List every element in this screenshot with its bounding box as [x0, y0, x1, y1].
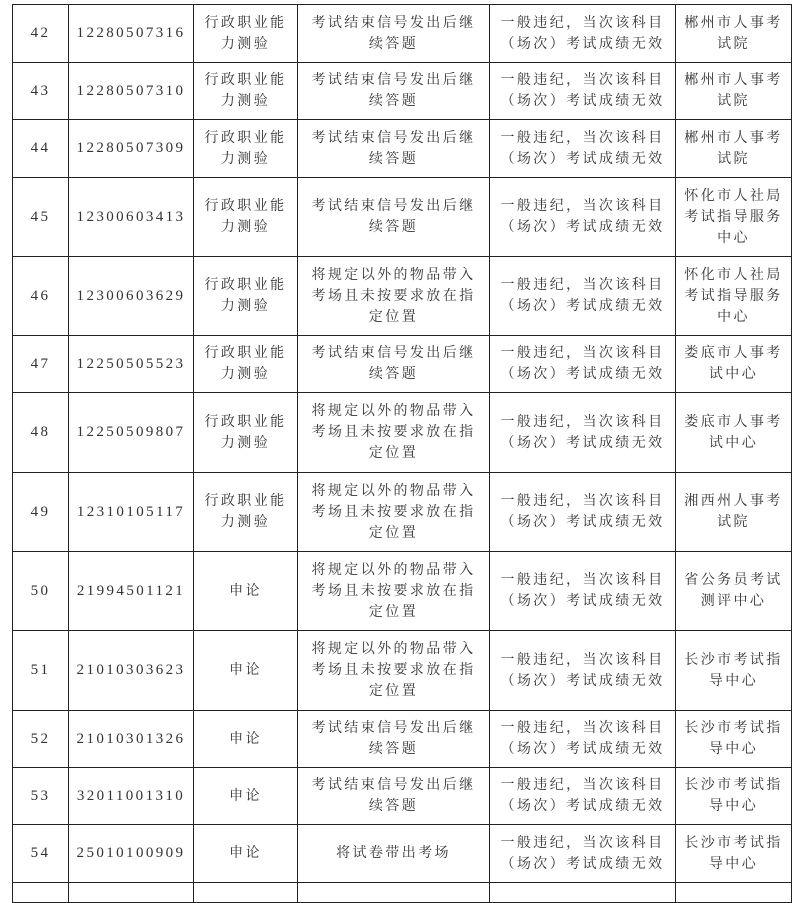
- exam-subject-cell: [194, 768, 298, 825]
- violation-behavior-cell: [298, 336, 490, 393]
- row-number: 47: [30, 355, 51, 372]
- reporting-unit: 省公务员考试测评中心: [684, 572, 783, 609]
- violation-behavior-cell: [298, 711, 490, 768]
- row-number-cell: [13, 63, 69, 120]
- row-number-cell: [13, 257, 69, 336]
- table-row: [13, 768, 792, 825]
- violation-behavior: 考试结束信号发出后继续答题: [311, 777, 476, 814]
- row-number-cell: [13, 768, 69, 825]
- handling-result-cell: [490, 473, 676, 552]
- violation-behavior: 考试结束信号发出后继续答题: [311, 198, 476, 235]
- violation-behavior: 将规定以外的物品带入考场且未按要求放在指定位置: [311, 266, 476, 325]
- empty-cell: [69, 883, 194, 903]
- candidate-id: 12310105117: [76, 503, 186, 520]
- candidate-id-cell: [69, 552, 194, 631]
- reporting-unit: 长沙市考试指导中心: [684, 834, 783, 872]
- exam-subject: 申论: [229, 730, 262, 747]
- exam-subject-cell: [194, 825, 298, 883]
- candidate-id-cell: [69, 393, 194, 473]
- reporting-unit-cell: [676, 120, 792, 178]
- row-number: 46: [30, 287, 51, 304]
- candidate-id-cell: [69, 768, 194, 825]
- candidate-id: 12280507310: [76, 82, 186, 99]
- row-number-cell: [13, 552, 69, 631]
- table-body: [13, 5, 792, 903]
- handling-result-cell: [490, 63, 676, 120]
- candidate-id-cell: [69, 120, 194, 178]
- violation-behavior-cell: [298, 5, 490, 63]
- violation-behavior: 考试结束信号发出后继续答题: [311, 72, 476, 109]
- reporting-unit-cell: [676, 336, 792, 393]
- exam-subject: 行政职业能力测验: [204, 277, 287, 314]
- exam-subject-cell: [194, 631, 298, 711]
- reporting-unit: 郴州市人事考试院: [684, 72, 783, 109]
- candidate-id: 25010100909: [76, 845, 186, 861]
- exam-subject-cell: [194, 5, 298, 63]
- candidate-id: 21010301326: [76, 730, 186, 747]
- exam-subject: 行政职业能力测验: [204, 493, 287, 530]
- handling-result: 一般违纪，当次该科目（场次）考试成绩无效: [500, 720, 665, 757]
- reporting-unit-cell: [676, 5, 792, 63]
- row-number-cell: [13, 711, 69, 768]
- empty-cell: [298, 883, 490, 903]
- handling-result: 一般违纪，当次该科目（场次）考试成绩无效: [500, 14, 665, 52]
- candidate-id: 12250509807: [76, 424, 186, 440]
- handling-result-cell: [490, 120, 676, 178]
- reporting-unit: 长沙市考试指导中心: [684, 777, 783, 814]
- row-number: 50: [30, 582, 51, 599]
- reporting-unit: 怀化市人社局考试指导服务中心: [684, 266, 783, 325]
- candidate-id-cell: [69, 178, 194, 257]
- table-row: [13, 552, 792, 631]
- violation-behavior-cell: [298, 63, 490, 120]
- violation-behavior: 将规定以外的物品带入考场且未按要求放在指定位置: [311, 482, 476, 541]
- violation-behavior: 考试结束信号发出后继续答题: [311, 720, 476, 757]
- row-number: 54: [30, 845, 51, 861]
- exam-subject-cell: [194, 336, 298, 393]
- table-row: [13, 336, 792, 393]
- row-number-cell: [13, 5, 69, 63]
- table-row: [13, 711, 792, 768]
- candidate-id: 12280507316: [76, 25, 186, 41]
- candidate-id: 32011001310: [76, 787, 186, 804]
- row-number: 53: [30, 787, 51, 804]
- row-number-cell: [13, 336, 69, 393]
- row-number-cell: [13, 825, 69, 883]
- candidate-id-cell: [69, 473, 194, 552]
- violation-behavior: 将规定以外的物品带入考场且未按要求放在指定位置: [311, 641, 476, 699]
- exam-subject-cell: [194, 120, 298, 178]
- reporting-unit: 长沙市考试指导中心: [684, 720, 783, 757]
- violation-behavior-cell: [298, 178, 490, 257]
- reporting-unit: 长沙市考试指导中心: [684, 651, 783, 689]
- exam-subject: 行政职业能力测验: [204, 72, 287, 109]
- row-number-cell: [13, 178, 69, 257]
- exam-subject: 行政职业能力测验: [204, 413, 287, 451]
- exam-subject: 申论: [229, 582, 262, 599]
- handling-result: 一般违纪，当次该科目（场次）考试成绩无效: [500, 413, 665, 451]
- empty-cell: [676, 883, 792, 903]
- exam-subject: 行政职业能力测验: [204, 345, 287, 382]
- handling-result-cell: [490, 768, 676, 825]
- violation-behavior: 考试结束信号发出后继续答题: [311, 345, 476, 382]
- exam-subject-cell: [194, 473, 298, 552]
- reporting-unit: 郴州市人事考试院: [684, 129, 783, 167]
- empty-cell: [490, 883, 676, 903]
- handling-result-cell: [490, 631, 676, 711]
- handling-result-cell: [490, 178, 676, 257]
- handling-result: 一般违纪，当次该科目（场次）考试成绩无效: [500, 834, 665, 872]
- row-number: 52: [30, 730, 51, 747]
- empty-cell: [194, 883, 298, 903]
- row-number: 51: [30, 662, 51, 678]
- exam-subject: 申论: [229, 845, 262, 861]
- violation-behavior: 考试结束信号发出后继续答题: [311, 14, 476, 52]
- candidate-id-cell: [69, 257, 194, 336]
- exam-subject: 行政职业能力测验: [204, 129, 287, 167]
- row-number: 44: [30, 140, 51, 156]
- candidate-id: 12300603629: [76, 287, 186, 304]
- candidate-id-cell: [69, 825, 194, 883]
- handling-result-cell: [490, 552, 676, 631]
- reporting-unit-cell: [676, 552, 792, 631]
- reporting-unit: 娄底市人事考试中心: [684, 345, 783, 382]
- handling-result: 一般违纪，当次该科目（场次）考试成绩无效: [500, 198, 665, 235]
- reporting-unit-cell: [676, 825, 792, 883]
- candidate-id-cell: [69, 336, 194, 393]
- table-row-partial: [13, 883, 792, 903]
- table-row: [13, 178, 792, 257]
- table-row: [13, 120, 792, 178]
- candidate-id: 12300603413: [76, 208, 186, 225]
- exam-subject-cell: [194, 63, 298, 120]
- reporting-unit-cell: [676, 631, 792, 711]
- handling-result-cell: [490, 5, 676, 63]
- candidate-id: 12280507309: [76, 140, 186, 156]
- reporting-unit: 郴州市人事考试院: [684, 14, 783, 52]
- violation-behavior-cell: [298, 257, 490, 336]
- table-row: [13, 631, 792, 711]
- candidate-id-cell: [69, 63, 194, 120]
- handling-result-cell: [490, 711, 676, 768]
- violation-behavior: 将试卷带出考场: [336, 845, 451, 861]
- row-number: 45: [30, 208, 51, 225]
- handling-result-cell: [490, 336, 676, 393]
- violation-behavior-cell: [298, 631, 490, 711]
- candidate-id: 21010303623: [76, 662, 186, 678]
- violations-table: [12, 4, 792, 903]
- reporting-unit-cell: [676, 393, 792, 473]
- reporting-unit: 怀化市人社局考试指导服务中心: [684, 187, 783, 246]
- exam-subject: 行政职业能力测验: [204, 198, 287, 235]
- row-number-cell: [13, 120, 69, 178]
- exam-subject-cell: [194, 178, 298, 257]
- handling-result: 一般违纪，当次该科目（场次）考试成绩无效: [500, 277, 665, 314]
- handling-result-cell: [490, 257, 676, 336]
- row-number: 43: [30, 82, 51, 99]
- handling-result: 一般违纪，当次该科目（场次）考试成绩无效: [500, 651, 665, 689]
- row-number-cell: [13, 393, 69, 473]
- table-row: [13, 393, 792, 473]
- violation-behavior-cell: [298, 473, 490, 552]
- handling-result-cell: [490, 825, 676, 883]
- exam-subject-cell: [194, 552, 298, 631]
- handling-result: 一般违纪，当次该科目（场次）考试成绩无效: [500, 572, 665, 609]
- candidate-id-cell: [69, 631, 194, 711]
- table-row: [13, 63, 792, 120]
- violation-behavior: 将规定以外的物品带入考场且未按要求放在指定位置: [311, 403, 476, 461]
- exam-subject-cell: [194, 393, 298, 473]
- exam-subject: 行政职业能力测验: [204, 14, 287, 52]
- exam-subject: 申论: [229, 662, 262, 678]
- reporting-unit-cell: [676, 473, 792, 552]
- handling-result: 一般违纪，当次该科目（场次）考试成绩无效: [500, 493, 665, 530]
- reporting-unit: 湘西州人事考试院: [684, 493, 783, 530]
- exam-subject-cell: [194, 711, 298, 768]
- reporting-unit-cell: [676, 63, 792, 120]
- table-row: [13, 825, 792, 883]
- table-row: [13, 257, 792, 336]
- candidate-id: 12250505523: [76, 355, 186, 372]
- handling-result: 一般违纪，当次该科目（场次）考试成绩无效: [500, 129, 665, 167]
- handling-result: 一般违纪，当次该科目（场次）考试成绩无效: [500, 345, 665, 382]
- candidate-id-cell: [69, 711, 194, 768]
- row-number-cell: [13, 473, 69, 552]
- handling-result-cell: [490, 393, 676, 473]
- candidate-id-cell: [69, 5, 194, 63]
- row-number: 48: [30, 424, 51, 440]
- reporting-unit-cell: [676, 711, 792, 768]
- row-number: 42: [30, 25, 51, 41]
- violation-behavior-cell: [298, 768, 490, 825]
- exam-subject: 申论: [229, 787, 262, 804]
- table-row: [13, 473, 792, 552]
- row-number-cell: [13, 631, 69, 711]
- row-number: 49: [30, 503, 51, 520]
- handling-result: 一般违纪，当次该科目（场次）考试成绩无效: [500, 777, 665, 814]
- handling-result: 一般违纪，当次该科目（场次）考试成绩无效: [500, 72, 665, 109]
- reporting-unit-cell: [676, 178, 792, 257]
- candidate-id: 21994501121: [76, 582, 186, 599]
- reporting-unit: 娄底市人事考试中心: [684, 413, 783, 451]
- violation-behavior: 将规定以外的物品带入考场且未按要求放在指定位置: [311, 561, 476, 620]
- empty-cell: [13, 883, 69, 903]
- exam-subject-cell: [194, 257, 298, 336]
- violation-behavior: 考试结束信号发出后继续答题: [311, 129, 476, 167]
- violation-behavior-cell: [298, 552, 490, 631]
- reporting-unit-cell: [676, 768, 792, 825]
- table-row: [13, 5, 792, 63]
- violation-behavior-cell: [298, 393, 490, 473]
- violation-behavior-cell: [298, 825, 490, 883]
- reporting-unit-cell: [676, 257, 792, 336]
- violation-behavior-cell: [298, 120, 490, 178]
